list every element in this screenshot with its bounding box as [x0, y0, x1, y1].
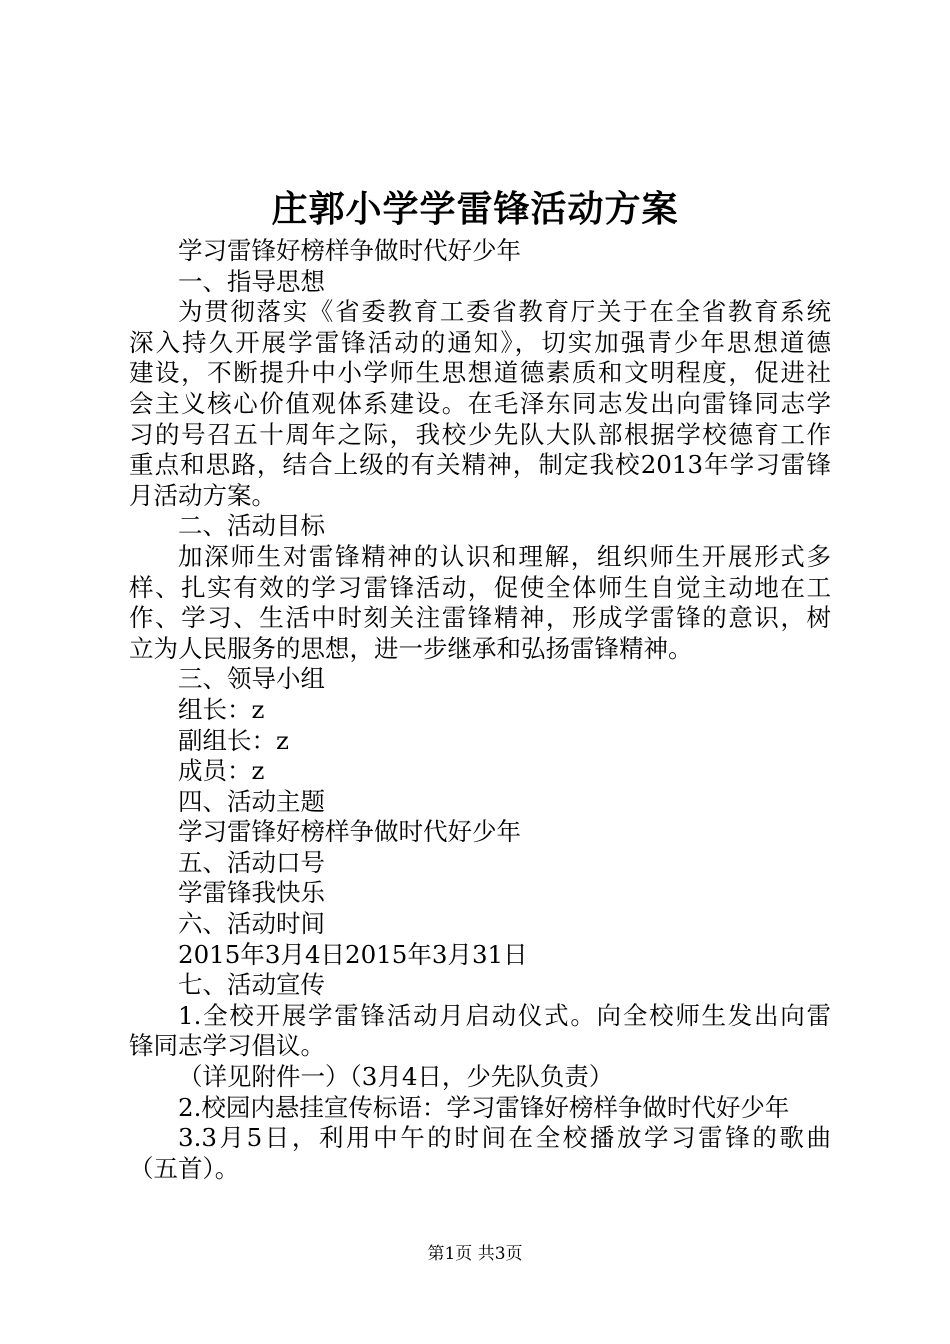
document-body [129, 236, 831, 1184]
body-line: 学习雷锋好榜样争做时代好少年 [178, 236, 521, 265]
document-title: 庄郭小学学雷锋活动方案 [271, 188, 679, 230]
body-line: 学雷锋我快乐 [178, 878, 325, 908]
body-line: 样、扎实有效的学习雷锋活动，促使全体师生自觉主动地在工 [129, 572, 831, 602]
body-line: 一、指导思想 [178, 266, 325, 296]
body-line: （详见附件一）（3月4日，少先队负责） [178, 1062, 614, 1092]
body-line: 2.校园内悬挂宣传标语：学习雷锋好榜样争做时代好少年 [178, 1092, 790, 1122]
body-line: 建设，不断提升中小学师生思想道德素质和文明程度，促进社 [129, 358, 831, 388]
body-line: 会主义核心价值观体系建设。在毛泽东同志发出向雷锋同志学 [129, 388, 831, 418]
body-line: 四、活动主题 [178, 786, 325, 816]
body-line: 1.全校开展学雷锋活动月启动仪式。向全校师生发出向雷 [178, 1000, 831, 1030]
body-line: 作、学习、生活中时刻关注雷锋精神，形成学雷锋的意识，树 [129, 603, 831, 633]
body-line: 组长：z [178, 694, 265, 724]
body-line: 为贯彻落实《省委教育工委省教育厅关于在全省教育系统 [178, 297, 831, 327]
body-line: 七、活动宣传 [178, 970, 325, 1000]
body-line: 重点和思路，结合上级的有关精神，制定我校2013年学习雷锋 [129, 450, 831, 480]
body-line: 锋同志学习倡议。 [129, 1031, 325, 1061]
body-line: 副组长：z [178, 725, 289, 755]
body-line: 成员：z [178, 756, 265, 786]
body-line: 立为人民服务的思想，进一步继承和弘扬雷锋精神。 [129, 633, 693, 663]
body-line: 六、活动时间 [178, 909, 325, 939]
body-line: 月活动方案。 [129, 480, 276, 510]
page-footer: 第1页 共3页 [427, 1244, 523, 1264]
body-line: 五、活动口号 [178, 847, 325, 877]
body-line: 3.3月5日，利用中午的时间在全校播放学习雷锋的歌曲 [178, 1123, 831, 1153]
body-line: 加深师生对雷锋精神的认识和理解，组织师生开展形式多 [178, 541, 831, 571]
body-line: 三、领导小组 [178, 664, 325, 694]
body-line: 习的号召五十周年之际，我校少先队大队部根据学校德育工作 [129, 419, 831, 449]
body-line: 二、活动目标 [178, 511, 325, 541]
body-line: 学习雷锋好榜样争做时代好少年 [178, 817, 521, 847]
body-line: （五首）。 [129, 1153, 240, 1183]
body-line: 深入持久开展学雷锋活动的通知》，切实加强青少年思想道德 [129, 327, 831, 357]
body-line: 2015年3月4日2015年3月31日 [178, 939, 528, 969]
